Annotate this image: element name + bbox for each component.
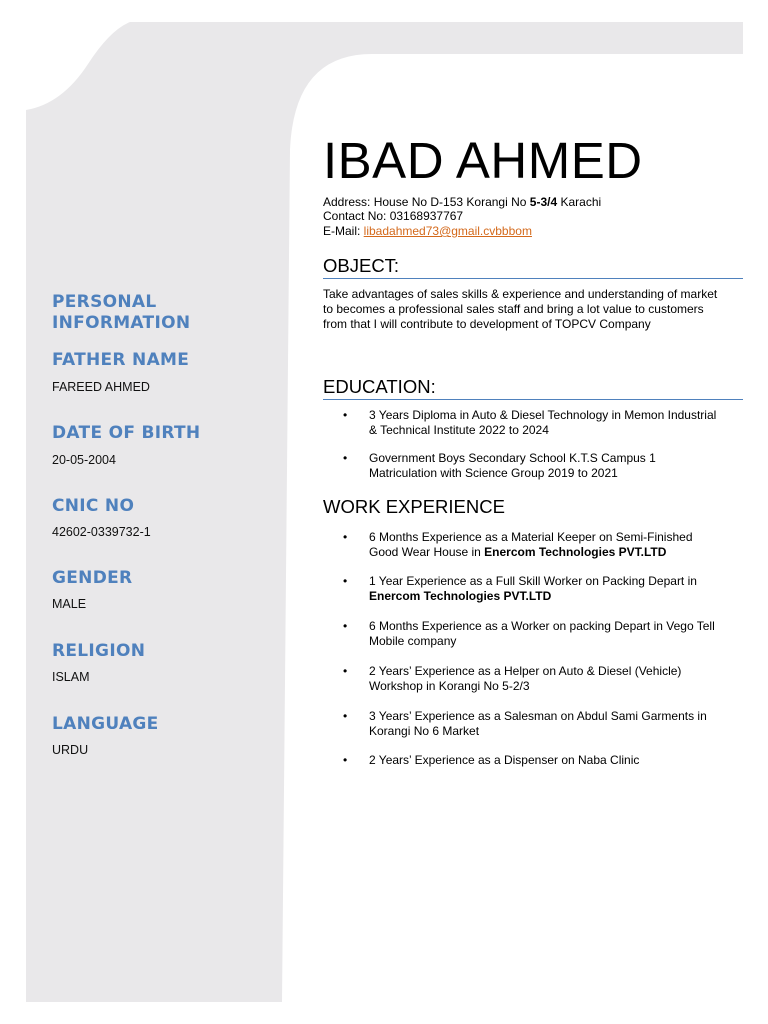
work-item-text: 2 Years’ Experience as a Dispenser on Naba Clinic — [369, 753, 640, 767]
object-text: Take advantages of sales skills & experience and understanding of market to becomes a professional sales staff and bring a lot value to customers from that I will contribute to development of TOPCV Company — [323, 287, 718, 331]
date-of-birth-label: DATE OF BIRTH — [52, 423, 201, 443]
personal-information-heading: PERSONAL INFORMATION — [52, 292, 191, 333]
education-heading: EDUCATION: — [323, 376, 743, 400]
bullet-icon: • — [343, 664, 348, 678]
work-item-text: 3 Years’ Experience as a Salesman on Abdul Sami Garments in Korangi No 6 Market — [369, 709, 707, 738]
bullet-icon: • — [343, 574, 348, 588]
education-item-text: 3 Years Diploma in Auto & Diesel Technology in Memon Industrial & Technical Institute 2022 to 2024 — [369, 408, 717, 437]
bullet-icon: • — [343, 619, 348, 633]
language-label: LANGUAGE — [52, 714, 159, 734]
work-experience-heading: WORK EXPERIENCE — [323, 496, 505, 517]
object-heading: OBJECT: — [323, 255, 743, 279]
work-item-text: 6 Months Experience as a Material Keeper on Semi-Finished Good Wear House in — [369, 530, 693, 559]
contact-number: Contact No: 03168937767 — [323, 209, 464, 223]
bullet-icon: • — [343, 530, 348, 544]
cnic-label: CNIC NO — [52, 496, 135, 516]
work-item-bold: Enercom Technologies PVT.LTD — [369, 589, 552, 603]
work-item-text: 2 Years’ Experience as a Helper on Auto & Diesel (Vehicle) Workshop in Korangi No 5-2/3 — [369, 664, 682, 693]
address-line — [323, 195, 601, 210]
address-tail: Karachi — [557, 195, 602, 209]
bullet-icon: • — [343, 753, 348, 767]
work-item-bold: Enercom Technologies PVT.LTD — [484, 545, 667, 559]
address-text: Address: House No D-153 Korangi No — [323, 195, 530, 209]
gender-value: MALE — [52, 597, 87, 611]
email-label: E-Mail: — [323, 224, 364, 238]
email-line — [323, 224, 532, 239]
gender-label: GENDER — [52, 568, 133, 588]
bullet-icon: • — [343, 408, 348, 422]
religion-value: ISLAM — [52, 670, 90, 684]
email-link[interactable]: libadahmed73@gmail.cvbbbom — [363, 224, 532, 238]
date-of-birth-value: 20-05-2004 — [52, 453, 116, 467]
address-bold: 5-3/4 — [529, 195, 558, 209]
work-item-text: 6 Months Experience as a Worker on packing Depart in Vego Tell Mobile company — [369, 619, 715, 648]
work-item-text: 1 Year Experience as a Full Skill Worker on Packing Depart in — [369, 574, 697, 588]
candidate-name: IBAD AHMED — [323, 132, 643, 189]
bullet-icon: • — [343, 709, 348, 723]
religion-label: RELIGION — [52, 641, 146, 661]
cnic-value: 42602-0339732-1 — [52, 525, 151, 539]
father-name-label: FATHER NAME — [52, 350, 190, 370]
education-item-text: Government Boys Secondary School K.T.S Campus 1 Matriculation with Science Group 2019 to 2021 — [369, 451, 656, 480]
father-name-value: FAREED AHMED — [52, 380, 150, 394]
language-value: URDU — [52, 743, 89, 757]
bullet-icon: • — [343, 451, 348, 465]
